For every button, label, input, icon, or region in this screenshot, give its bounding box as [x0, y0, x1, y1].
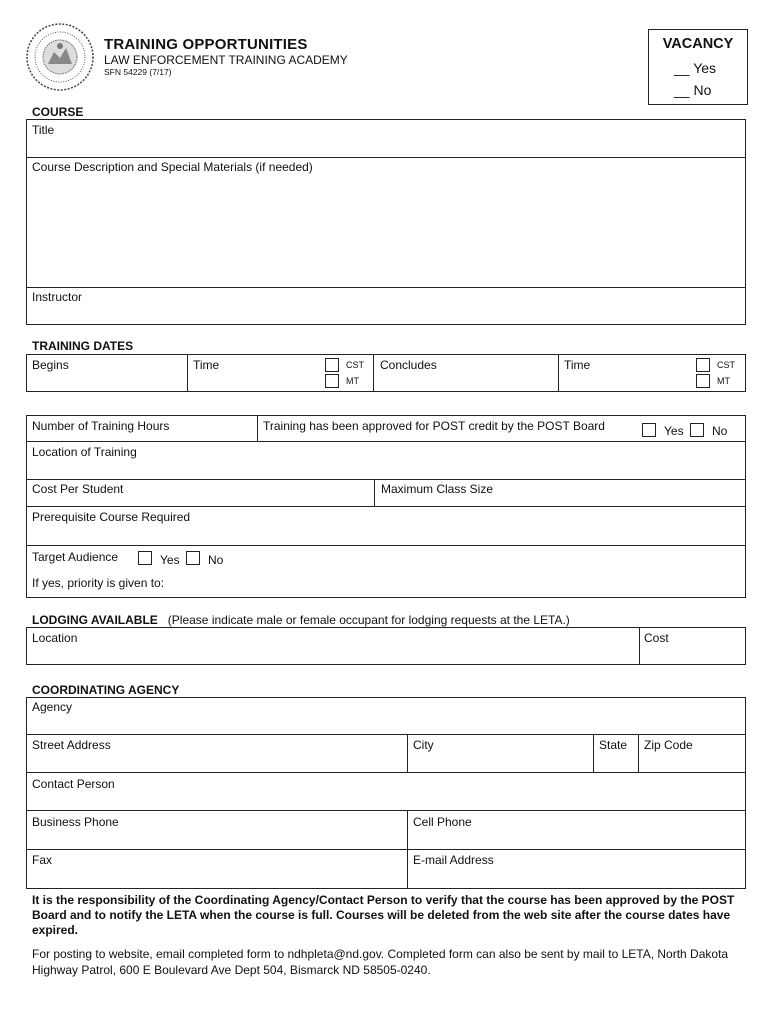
post-yes-checkbox[interactable] — [642, 423, 656, 437]
course-section — [26, 119, 746, 325]
vacancy-no-option[interactable]: __ No — [674, 82, 712, 98]
business-phone-field[interactable]: Business Phone — [32, 815, 119, 829]
vacancy-yes-option[interactable]: __ Yes — [674, 60, 717, 76]
begins-field[interactable]: Begins — [32, 358, 69, 372]
training-location-field[interactable]: Location of Training — [32, 445, 137, 459]
target-no-label: No — [208, 553, 224, 567]
cell-phone-field[interactable]: Cell Phone — [413, 815, 472, 829]
lodging-cost-field[interactable]: Cost — [644, 631, 669, 645]
vacancy-box — [648, 29, 748, 105]
state-seal-icon — [22, 22, 98, 92]
agency-section — [26, 697, 746, 889]
conclude-cst-checkbox[interactable] — [696, 358, 710, 372]
begin-cst-label: CST — [346, 360, 364, 370]
post-no-checkbox[interactable] — [690, 423, 704, 437]
training-hours-field[interactable]: Number of Training Hours — [32, 419, 170, 433]
lodging-heading: LODGING AVAILABLE (Please indicate male or female occupant for lodging requests at the LETA.) — [32, 613, 570, 627]
state-field[interactable]: State — [599, 738, 628, 752]
instructor-field[interactable]: Instructor — [32, 290, 83, 304]
lodging-section — [26, 627, 746, 665]
cost-per-student-field[interactable]: Cost Per Student — [32, 482, 124, 496]
begin-time-field[interactable]: Time — [193, 358, 220, 372]
form-title: TRAINING OPPORTUNITIES — [104, 36, 308, 53]
agency-field[interactable]: Agency — [32, 700, 73, 714]
begin-mt-checkbox[interactable] — [325, 374, 339, 388]
responsibility-note: It is the responsibility of the Coordinating Agency/Contact Person to verify that the course has been approved by the POST Board and to notify the LETA when the course is full. Courses will be deleted from the web site after the course dates have expired. — [32, 893, 735, 937]
posting-instructions: For posting to website, email completed form to ndhpleta@nd.gov. Completed form can also be sent by mail to LETA, North Dakota Highway Patrol, 600 E Boulevard Ave Dept 504, Bismarck ND 58505-0240. — [32, 947, 729, 977]
max-class-size-field[interactable]: Maximum Class Size — [381, 482, 494, 496]
city-field[interactable]: City — [413, 738, 434, 752]
course-description-field[interactable]: Course Description and Special Materials (if needed) — [32, 160, 313, 174]
post-yes-label: Yes — [664, 424, 684, 438]
conclude-time-field[interactable]: Time — [564, 358, 591, 372]
conclude-mt-label: MT — [717, 376, 730, 386]
zip-code-field[interactable]: Zip Code — [644, 738, 693, 752]
email-field[interactable]: E-mail Address — [413, 853, 494, 867]
target-yes-checkbox[interactable] — [138, 551, 152, 565]
conclude-cst-label: CST — [717, 360, 735, 370]
target-audience-label: Target Audience — [32, 550, 119, 564]
begin-mt-label: MT — [346, 376, 359, 386]
lodging-location-field[interactable]: Location — [32, 631, 78, 645]
street-address-field[interactable]: Street Address — [32, 738, 111, 752]
fax-field[interactable]: Fax — [32, 853, 53, 867]
post-credit-label: Training has been approved for POST credit by the POST Board — [263, 419, 605, 433]
course-heading: COURSE — [32, 105, 84, 119]
post-no-label: No — [712, 424, 728, 438]
form-number: SFN 54229 (7/17) — [104, 67, 172, 77]
conclude-mt-checkbox[interactable] — [696, 374, 710, 388]
priority-field[interactable]: If yes, priority is given to: — [32, 576, 165, 590]
target-yes-label: Yes — [160, 553, 180, 567]
training-dates-heading: TRAINING DATES — [32, 339, 134, 353]
lodging-note: (Please indicate male or female occupant for lodging requests at the LETA.) — [167, 613, 570, 627]
contact-person-field[interactable]: Contact Person — [32, 777, 115, 791]
prerequisite-field[interactable]: Prerequisite Course Required — [32, 510, 191, 524]
course-title-field[interactable]: Title — [32, 123, 55, 137]
concludes-field[interactable]: Concludes — [380, 358, 437, 372]
form-subtitle: LAW ENFORCEMENT TRAINING ACADEMY — [104, 53, 348, 67]
agency-heading: COORDINATING AGENCY — [32, 683, 180, 697]
vacancy-title: VACANCY — [662, 36, 734, 52]
begin-cst-checkbox[interactable] — [325, 358, 339, 372]
target-no-checkbox[interactable] — [186, 551, 200, 565]
